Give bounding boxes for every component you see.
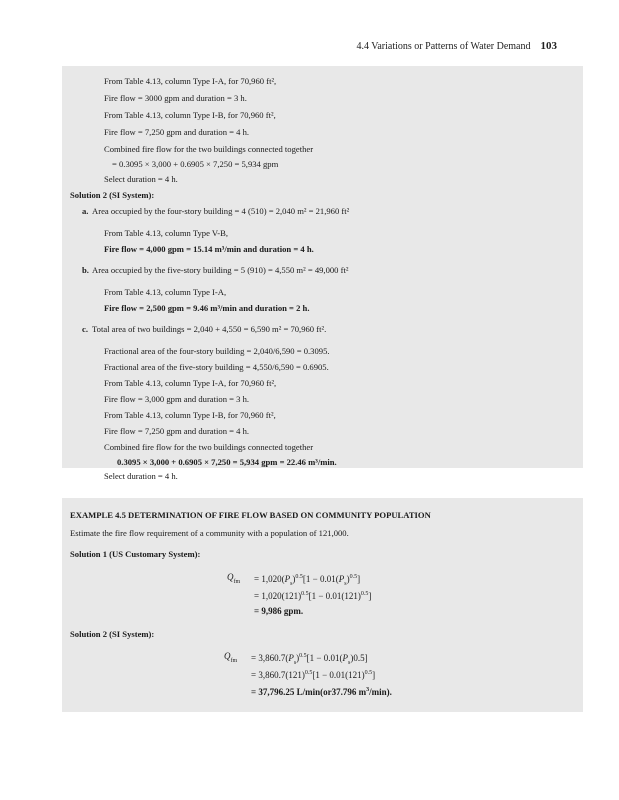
text-line: From Table 4.13, column Type I-B, for 70,960 ft², — [104, 110, 276, 120]
text-line: Fire flow = 3000 gpm and duration = 3 h. — [104, 93, 247, 103]
solution-2-heading: Solution 2 (SI System): — [70, 629, 155, 639]
equation-line: = $1,020(121)^{0.5}[1 - 0.01(121)^{0.5}]$ — [254, 591, 372, 601]
text-line: Combined fire flow for the two buildings connected together — [104, 144, 314, 154]
text-line: Fractional area of the four-story building = 2,040/6,590 = 0.3095. — [104, 346, 330, 356]
text-line: Select duration = 4 h. — [104, 174, 178, 184]
item-b-text: Area occupied by the five-story building = 5 (910) = 4,550 m² = 49,000 ft² — [92, 265, 349, 275]
text-line: From Table 4.13, column Type I-A, for 70,960 ft², — [104, 76, 277, 86]
text-line: From Table 4.13, column Type I-A, — [104, 287, 227, 297]
equation-result: = 37,796.25 L/min(or37.796 $m^3/\min$). — [251, 687, 392, 697]
item-label-a: a. — [82, 206, 89, 216]
text-line: Select duration = 4 h. — [104, 471, 178, 481]
solution-box — [62, 66, 583, 481]
text-line: Combined fire flow for the two buildings connected together — [104, 442, 314, 452]
result-line: Fire flow = 4,000 gpm = 15.14 m³/min and duration = 4 h. — [104, 244, 314, 254]
item-a-text: Area occupied by the four-story building = 4 (510) = 2,040 m² = 21,960 ft² — [92, 206, 350, 216]
text-line: From Table 4.13, column Type V-B, — [104, 228, 229, 238]
item-label-c: c. — [82, 324, 88, 334]
result-line: Fire flow = 2,500 gpm = 9.46 m³/min and duration = 2 h. — [104, 303, 310, 313]
text-line: Fire flow = 3,000 gpm and duration = 3 h. — [104, 394, 250, 404]
text-line: Fire flow = 7,250 gpm and duration = 4 h. — [104, 127, 250, 137]
item-label-b: b. — [82, 265, 89, 275]
solution-1-heading: Solution 1 (US Customary System): — [70, 549, 201, 559]
text-line: = 0.3095 × 3,000 + 0.6905 × 7,250 = 5,934 gpm — [112, 159, 279, 169]
example-title: EXAMPLE 4.5 DETERMINATION OF FIRE FLOW BASED ON COMMUNITY POPULATION — [70, 510, 431, 520]
equation-result: = 9,986 gpm. — [254, 606, 304, 616]
equation-line: = $3,860.7(121)^{0.5}[1 - 0.01(121)^{0.5}]$ — [251, 670, 376, 680]
solution-2-heading: Solution 2 (SI System): — [70, 190, 155, 200]
example-problem: Estimate the fire flow requirement of a community with a population of 121,000. — [70, 528, 349, 538]
text-line: Fire flow = 7,250 gpm and duration = 4 h. — [104, 426, 250, 436]
text-line: From Table 4.13, column Type I-B, for 70,960 ft², — [104, 410, 276, 420]
equation-line: = $3,860.7(P_s)^{0.5}[1 - 0.01(P_s)0.5]$ — [251, 653, 368, 666]
example-box — [62, 498, 583, 712]
page-number: 103 — [540, 40, 557, 52]
equation-lhs: $Q_{fm}$ — [227, 572, 241, 585]
running-header — [356, 40, 557, 52]
text-line: Fractional area of the five-story building = 4,550/6,590 = 0.6905. — [104, 362, 329, 372]
item-c-text: Total area of two buildings = 2,040 + 4,550 = 6,590 m² = 70,960 ft². — [92, 324, 327, 334]
text-line: From Table 4.13, column Type I-A, for 70,960 ft², — [104, 378, 277, 388]
equation-line: = $1,020(P_s)^{0.5}[1 - 0.01(P_s)^{0.5}]$ — [254, 574, 361, 587]
equation-lhs: $Q_{fm}$ — [224, 651, 238, 664]
section-title: 4.4 Variations or Patterns of Water Demand — [356, 41, 531, 52]
result-line: 0.3095 × 3,000 + 0.6905 × 7,250 = 5,934 gpm = 22.46 m³/min. — [117, 457, 337, 467]
